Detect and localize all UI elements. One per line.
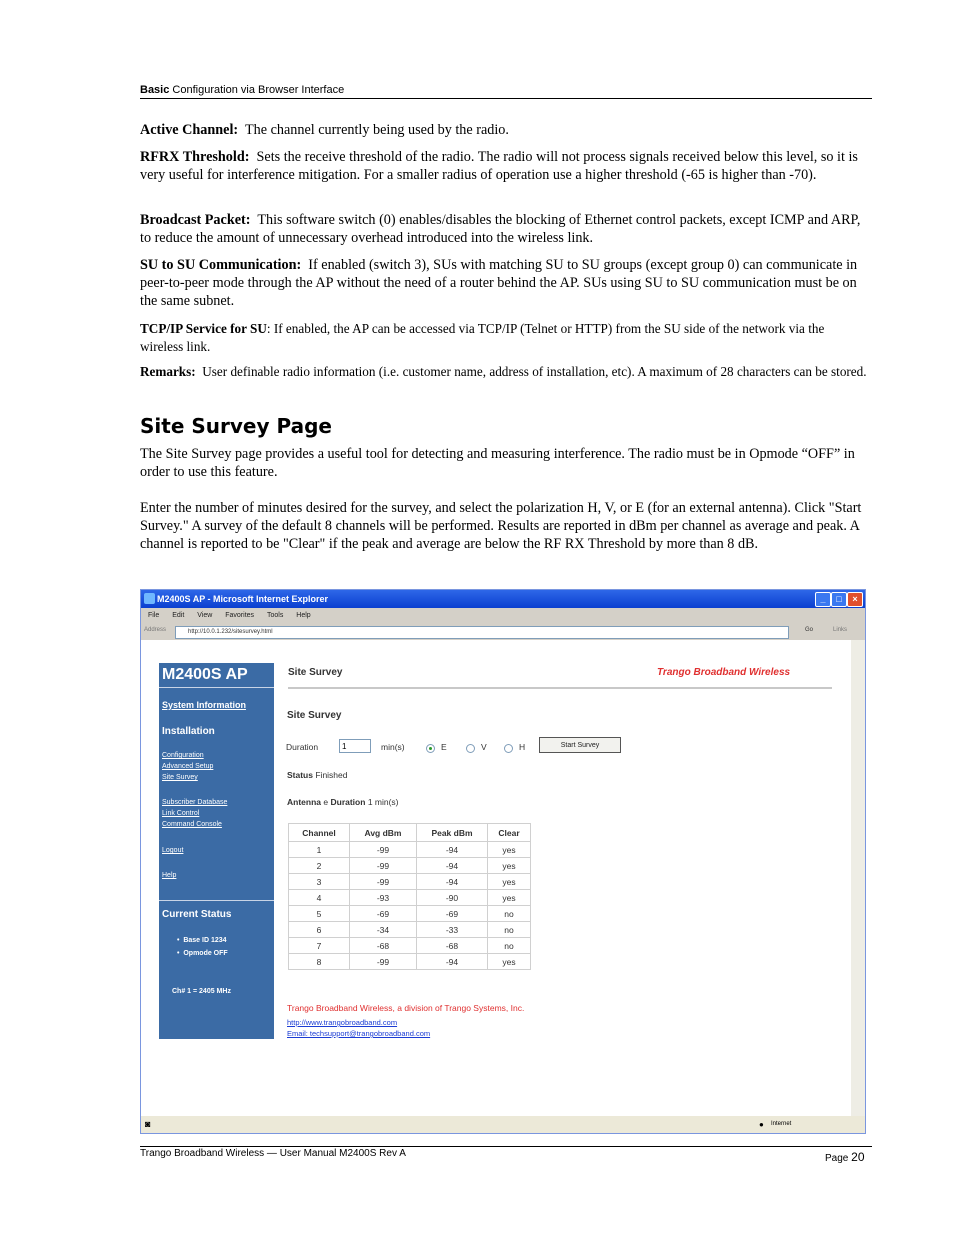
para-remarks xyxy=(140,363,868,381)
menu-view[interactable]: View xyxy=(197,612,213,619)
text-active-channel: The channel currently being used by the radio. xyxy=(244,122,509,138)
sidebar-item-site-survey[interactable]: Site Survey xyxy=(162,774,198,781)
status-channel: Ch# 1 = 2405 MHz xyxy=(172,988,231,995)
ie-icon xyxy=(144,593,155,604)
maximize-icon[interactable]: □ xyxy=(831,592,847,607)
intro-paragraph-1: The Site Survey page provides a useful tool for detecting and measuring interference. The radio must be in Opmode “OFF” in order to use this feature. xyxy=(140,446,855,480)
term-remarks: Remarks: xyxy=(140,364,196,379)
table-cell: -99 xyxy=(350,842,417,858)
table-cell: 8 xyxy=(289,954,350,970)
table-cell: no xyxy=(488,906,531,922)
status-line xyxy=(287,770,348,780)
internet-zone-icon: ● xyxy=(759,1120,764,1129)
table-row xyxy=(289,938,531,954)
polarization-v-label: V xyxy=(481,742,487,752)
status-base-id: • Base ID 1234 xyxy=(177,937,227,944)
internet-zone-label: Internet xyxy=(771,1121,792,1127)
intro-paragraph-2: Enter the number of minutes desired for the survey, and select the polarization H, V, or E (for an external antenna). Click "Start Survey." A survey of the default 8 channels will be performed. Results are reported in dBm per channel as average and peak. A channel is reported to be "Clear" if the peak and average are below the RF RX Threshold by more than 8 dB. xyxy=(140,500,862,552)
address-label: Address xyxy=(144,627,167,633)
sidebar-item-configuration[interactable]: Configuration xyxy=(162,752,204,759)
para-broadcast xyxy=(140,211,868,247)
nav-sidebar xyxy=(159,663,274,1039)
table-cell: -68 xyxy=(350,938,417,954)
footer-email-link[interactable]: Email: techsupport@trangobroadband.com xyxy=(287,1029,431,1038)
page-done-icon: ◙ xyxy=(145,1119,151,1129)
table-cell: -94 xyxy=(417,874,488,890)
sidebar-divider xyxy=(159,900,274,901)
survey-table xyxy=(288,823,531,970)
browser-menubar xyxy=(141,609,865,623)
sidebar-item-advanced-setup[interactable]: Advanced Setup xyxy=(162,763,214,770)
menu-edit[interactable]: Edit xyxy=(172,612,185,619)
polarization-h-label: H xyxy=(519,742,526,752)
table-cell: 2 xyxy=(289,858,350,874)
term-broadcast: Broadcast Packet: xyxy=(140,212,251,228)
table-row xyxy=(289,842,531,858)
table-cell: -69 xyxy=(350,906,417,922)
term-tcpip: TCP/IP Service for SU xyxy=(140,321,267,336)
table-cell: -94 xyxy=(417,842,488,858)
polarization-e-radio[interactable] xyxy=(426,744,435,753)
para-su-to-su xyxy=(140,256,868,310)
sidebar-item-command-console[interactable]: Command Console xyxy=(162,821,222,828)
duration-label: Duration xyxy=(286,742,319,752)
address-input[interactable] xyxy=(175,626,789,639)
page-title: Site Survey xyxy=(288,667,343,678)
go-button[interactable]: Go xyxy=(805,627,814,633)
header-rest: Configuration via Browser Interface xyxy=(172,84,345,96)
sidebar-item-logout[interactable]: Logout xyxy=(162,847,184,854)
opmode-text: Opmode OFF xyxy=(183,950,228,957)
column-header: Channel xyxy=(289,824,350,842)
column-header: Avg dBm xyxy=(350,824,417,842)
table-cell: 7 xyxy=(289,938,350,954)
browser-titlebar xyxy=(141,590,865,608)
browser-statusbar xyxy=(141,1116,865,1133)
status-label: Status xyxy=(287,770,313,780)
table-cell: -99 xyxy=(350,874,417,890)
base-id-text: Base ID 1234 xyxy=(183,937,227,944)
sidebar-item-help[interactable]: Help xyxy=(162,872,177,879)
table-cell: yes xyxy=(488,858,531,874)
para-tcpip xyxy=(140,320,868,355)
para-rfrx xyxy=(140,148,868,184)
term-rfrx: RFRX Threshold: xyxy=(140,149,250,165)
text-broadcast: This software switch (0) enables/disables the blocking of Ethernet control packets, except ICMP and ARP, to reduce the amount of unnecessary overhead introduced into the wireless link. xyxy=(140,212,861,246)
browser-screenshot xyxy=(140,589,866,1134)
sidebar-item-subscriber-database[interactable]: Subscriber Database xyxy=(162,799,228,806)
web-page xyxy=(141,640,851,1116)
header-bold: Basic xyxy=(140,84,170,96)
column-header: Peak dBm xyxy=(417,824,488,842)
minimize-icon[interactable]: _ xyxy=(815,592,831,607)
header-rule xyxy=(140,98,872,99)
menu-favorites[interactable]: Favorites xyxy=(225,612,255,619)
table-cell: yes xyxy=(488,842,531,858)
sidebar-brand: M2400S AP xyxy=(162,666,248,683)
table-cell: 5 xyxy=(289,906,350,922)
page-footer: Trango Broadband Wireless — User Manual M2400S Rev A xyxy=(140,1148,406,1159)
table-cell: -69 xyxy=(417,906,488,922)
minutes-label: min(s) xyxy=(381,742,405,752)
links-label[interactable]: Links xyxy=(833,627,848,633)
start-survey-button[interactable]: Start Survey xyxy=(539,737,621,753)
table-row xyxy=(289,922,531,938)
term-su-to-su: SU to SU Communication: xyxy=(140,257,302,273)
table-cell: 6 xyxy=(289,922,350,938)
page-label: Page xyxy=(825,1153,849,1164)
footer-rule xyxy=(140,1146,872,1147)
table-cell: yes xyxy=(488,890,531,906)
address-bar xyxy=(141,624,865,639)
text-remarks: User definable radio information (i.e. customer name, address of installation, etc). A maximum of 28 characters can be stored. xyxy=(202,364,867,379)
footer-company: Trango Broadband Wireless, a division of Trango Systems, Inc. xyxy=(287,1003,525,1013)
antenna-value: e xyxy=(323,797,329,807)
table-row xyxy=(289,890,531,906)
polarization-e-label: E xyxy=(441,742,447,752)
page-number xyxy=(825,1150,865,1164)
table-row xyxy=(289,954,531,970)
section-title: Site Survey Page xyxy=(140,414,332,438)
vertical-scrollbar[interactable] xyxy=(851,640,865,1116)
status-value: Finished xyxy=(315,770,348,780)
antenna-line xyxy=(287,797,399,807)
table-cell: 1 xyxy=(289,842,350,858)
table-row xyxy=(289,858,531,874)
duration-result-value: 1 min(s) xyxy=(367,797,399,807)
sidebar-divider xyxy=(159,687,274,688)
duration-input[interactable]: 1 xyxy=(339,739,371,753)
sidebar-item-system-information[interactable]: System Information xyxy=(162,700,247,710)
table-cell: yes xyxy=(488,874,531,890)
table-cell: -68 xyxy=(417,938,488,954)
table-cell: -33 xyxy=(417,922,488,938)
text-tcpip: : If enabled, the AP can be accessed via TCP/IP (Telnet or HTTP) from the SU side of the network via the wireless link. xyxy=(140,321,825,354)
table-cell: -34 xyxy=(350,922,417,938)
text-rfrx: Sets the receive threshold of the radio. The radio will not process signals received below this level, so it is very useful for interference mitigation. For a smaller radius of operation use a higher threshold (-65 is higher than -70). xyxy=(140,149,858,183)
table-cell: 4 xyxy=(289,890,350,906)
table-row xyxy=(289,906,531,922)
menu-help[interactable]: Help xyxy=(296,612,311,619)
status-opmode: • Opmode OFF xyxy=(177,950,228,957)
close-icon[interactable]: × xyxy=(847,592,863,607)
table-cell: -99 xyxy=(350,858,417,874)
table-cell: no xyxy=(488,922,531,938)
table-cell: -94 xyxy=(417,954,488,970)
term-active-channel: Active Channel: xyxy=(140,122,239,138)
address-url: http://10.0.1.232/sitesurvey.html xyxy=(188,629,273,635)
page-number-value: 20 xyxy=(851,1150,865,1164)
table-cell: -93 xyxy=(350,890,417,906)
browser-title: M2400S AP - Microsoft Internet Explorer xyxy=(157,594,329,604)
table-cell: -90 xyxy=(417,890,488,906)
footer-url-link[interactable]: http://www.trangobroadband.com xyxy=(287,1018,398,1027)
antenna-label: Antenna xyxy=(287,797,321,807)
table-cell: yes xyxy=(488,954,531,970)
sidebar-item-link-control[interactable]: Link Control xyxy=(162,810,200,817)
brand-text: Trango Broadband Wireless xyxy=(657,667,791,678)
text-su-to-su: If enabled (switch 3), SUs with matching SU to SU groups (except group 0) can communicate in peer-to-peer mode through the AP without the need of a router behind the AP. SUs using SU to SU communication must be on the same subnet. xyxy=(140,257,858,309)
menu-file[interactable]: File xyxy=(148,612,160,619)
duration-result-label: Duration xyxy=(330,797,366,807)
sidebar-item-installation: Installation xyxy=(162,726,215,737)
polarization-h-radio[interactable] xyxy=(504,744,513,753)
title-rule xyxy=(288,687,832,689)
para-active-channel xyxy=(140,121,868,139)
table-cell: no xyxy=(488,938,531,954)
table-cell: -99 xyxy=(350,954,417,970)
table-cell: -94 xyxy=(417,858,488,874)
table-row xyxy=(289,874,531,890)
current-status-heading: Current Status xyxy=(162,909,232,920)
polarization-v-radio[interactable] xyxy=(466,744,475,753)
survey-title: Site Survey xyxy=(287,710,342,721)
menu-tools[interactable]: Tools xyxy=(267,612,284,619)
table-cell: 3 xyxy=(289,874,350,890)
column-header: Clear xyxy=(488,824,531,842)
table-header-row xyxy=(289,824,531,842)
page-header xyxy=(140,84,344,96)
